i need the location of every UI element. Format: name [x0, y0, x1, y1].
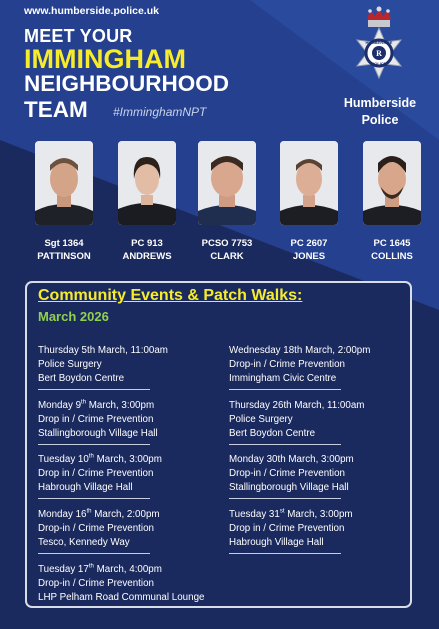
event-venue: Habrough Village Hall [229, 537, 324, 548]
officer-photo [35, 141, 93, 225]
events-month: March 2026 [38, 309, 109, 324]
event-venue: Stallingborough Village Hall [38, 428, 158, 439]
event-divider [229, 444, 341, 445]
event-divider [229, 389, 341, 390]
event-divider [229, 498, 341, 499]
event-type: Drop-in / Crime Prevention [38, 523, 154, 534]
event-type: Drop-in / Crime Prevention [229, 468, 345, 479]
hashtag[interactable]: #ImminghamNPT [113, 105, 207, 119]
event-venue: Immingham Civic Centre [229, 373, 337, 384]
event-type: Drop-in / Crime Prevention [229, 359, 345, 370]
officer-surname: PATTINSON [37, 251, 91, 262]
event-venue: Bert Boydon Centre [229, 428, 316, 439]
officer-rank: PC 1645 [373, 238, 411, 249]
officer-name [107, 237, 187, 263]
event-date: Monday 30th March, 3:00pm [229, 454, 354, 465]
officer-photo [198, 141, 256, 225]
force-name [330, 95, 430, 129]
events-title: Community Events & Patch Walks: [38, 287, 303, 304]
event-venue: Bert Boydon Centre [38, 373, 125, 384]
officer-rank: PC 2607 [290, 238, 328, 249]
event-date: Monday 16th March, 2:00pm [38, 508, 160, 520]
officer-surname: JONES [292, 251, 326, 262]
event-venue: Tesco, Kennedy Way [38, 537, 130, 548]
officer-surname: COLLINS [371, 251, 413, 262]
event-divider [229, 553, 341, 554]
event-type: Police Surgery [229, 414, 293, 425]
officer-rank: PC 913 [131, 238, 163, 249]
event-item [38, 563, 228, 605]
event-item [229, 508, 419, 554]
event-item [38, 453, 228, 499]
website-url[interactable]: www.humberside.police.uk [24, 5, 159, 17]
officer-card [352, 141, 432, 263]
officer-photo [363, 141, 421, 225]
event-divider [38, 389, 150, 390]
officer-surname: CLARK [210, 251, 244, 262]
event-date: Thursday 26th March, 11:00am [229, 400, 365, 411]
event-divider [38, 498, 150, 499]
officer-card [107, 141, 187, 263]
force-name-line2: Police [361, 113, 399, 127]
badge-top-text: HUMBERSIDE [365, 40, 393, 45]
headline-meet-your: MEET YOUR [24, 26, 133, 46]
officer-name [352, 237, 432, 263]
officer-photo [118, 141, 176, 225]
badge-bottom-text: POLICE [371, 61, 387, 66]
event-type: Drop in / Crime Prevention [38, 414, 154, 425]
event-date: Wednesday 18th March, 2:00pm [229, 345, 371, 356]
headline-neighbourhood: NEIGHBOURHOOD [24, 71, 230, 96]
police-badge-icon [346, 6, 412, 94]
crown-icon [367, 7, 391, 28]
officer-name [187, 237, 267, 263]
officer-rank: Sgt 1364 [44, 238, 84, 249]
event-divider [38, 553, 150, 554]
officer-name [269, 237, 349, 263]
officer-rank: PCSO 7753 [201, 238, 253, 249]
headline-team: TEAM [24, 97, 88, 122]
event-item [229, 453, 419, 499]
event-date: Tuesday 10th March, 3:00pm [38, 453, 162, 465]
event-venue: Habrough Village Hall [38, 482, 133, 493]
officer-card [24, 141, 104, 263]
event-date: Monday 9th March, 3:00pm [38, 399, 155, 411]
force-name-line1: Humberside [343, 96, 417, 110]
officer-photo [280, 141, 338, 225]
event-divider [38, 444, 150, 445]
event-date: Thursday 5th March, 11:00am [38, 345, 168, 356]
event-date: Tuesday 17th March, 4:00pm [38, 563, 162, 575]
event-item [38, 399, 228, 445]
event-item [38, 344, 228, 390]
officer-surname: ANDREWS [122, 251, 172, 262]
svg-text:R: R [376, 49, 382, 58]
event-type: Drop in / Crime Prevention [229, 523, 345, 534]
officer-name [24, 237, 104, 263]
event-item [229, 344, 419, 390]
headline-town: IMMINGHAM [24, 44, 186, 74]
event-venue: Stallingborough Village Hall [229, 482, 349, 493]
event-type: Police Surgery [38, 359, 102, 370]
event-item [38, 508, 228, 554]
event-type: Drop-in / Crime Prevention [38, 578, 154, 589]
officer-card [187, 141, 267, 263]
event-type: Drop in / Crime Prevention [38, 468, 154, 479]
event-venue: LHP Pelham Road Communal Lounge [38, 592, 205, 603]
officer-card [269, 141, 349, 263]
event-date: Tuesday 31st March, 3:00pm [229, 508, 353, 520]
event-item [229, 399, 419, 445]
